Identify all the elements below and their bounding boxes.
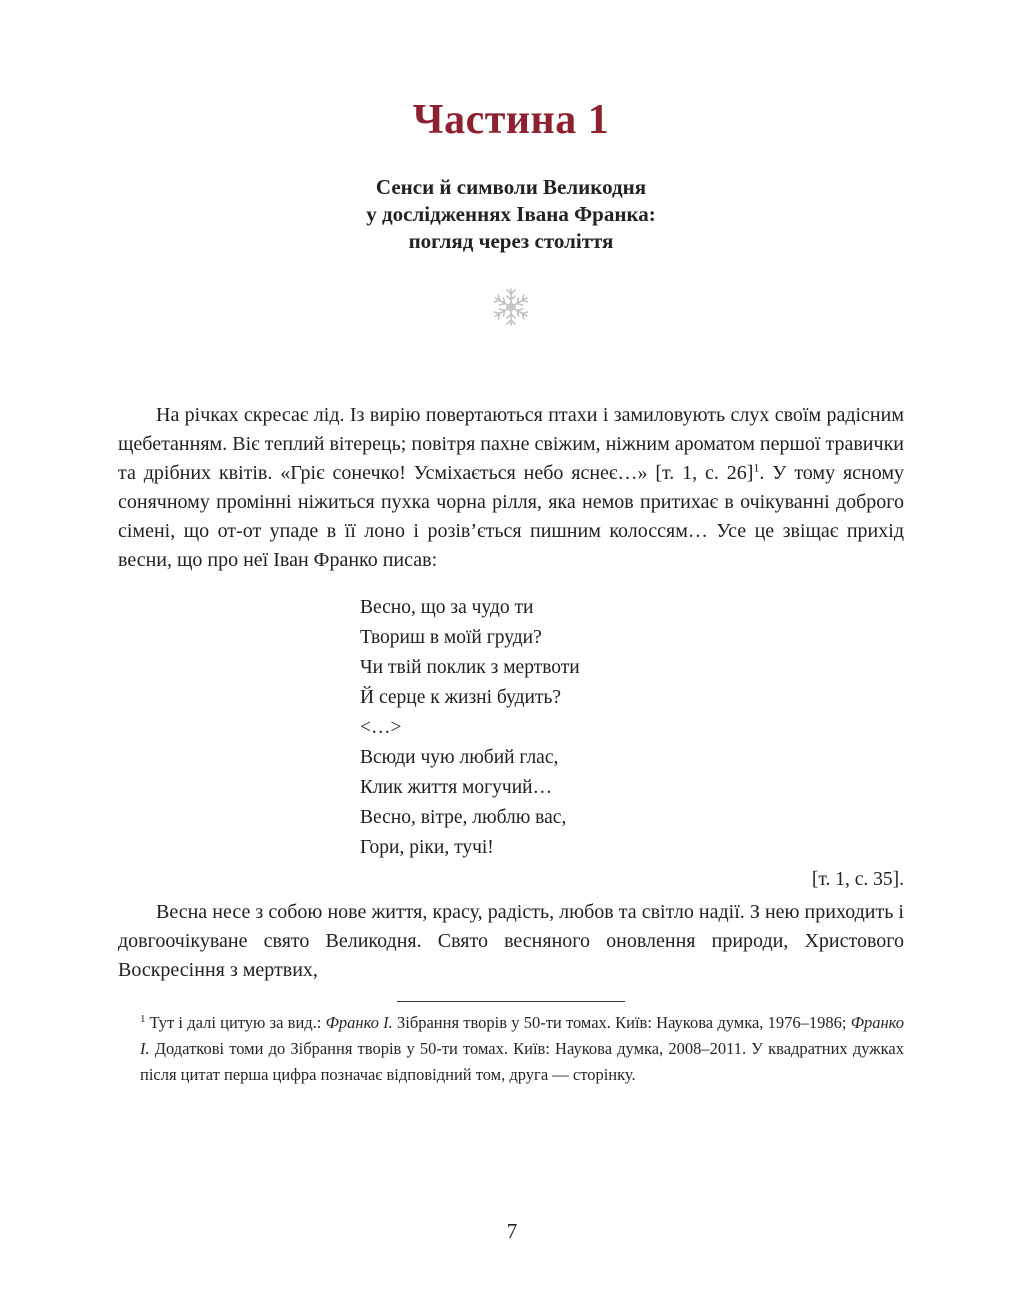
poem-line: Чи твій поклик з мертвоти — [360, 657, 580, 678]
poem-line: Й серце к жизні будить? — [360, 687, 562, 708]
paragraph-1-text: На річках скресає лід. Із вирію повертаються птахи і замиловують слух своїм радісним щебетанням. Віє теплий вітерець; повітря пахне свіжим, ніжним ароматом першої травички та дрібних квітів. «Гріє сонечко! Усміхається небо яснеє…» [т. 1, с. 26] — [118, 404, 904, 484]
footnote-text: Тут і далі цитую за вид.: — [149, 1013, 326, 1032]
subtitle-line: у дослідженнях Івана Франка: — [366, 202, 656, 226]
poem-line: Гори, ріки, тучі! — [360, 837, 494, 858]
paragraph-2: Весна несе з собою нове життя, красу, радість, любов та світло надії. З нею приходить і довгоочікуване свято Великодня. Свято весняного оновлення природи, Христового Воскресіння з мертвих, — [118, 901, 904, 981]
footnote-ref: 1 — [753, 460, 760, 475]
paragraph-1-text: . У тому ясному сонячному промінні ніжиться пухка чорна рілля, яка немов притихає в очікуванні доброго сімені, що от-от упаде в її лоно і розів’ється пишним колоссям… Усе це звіщає прихід весни, що про неї Іван Франко писав: — [118, 462, 904, 571]
footnote-marker: 1 — [140, 1012, 146, 1025]
subtitle-line: погляд через століття — [408, 229, 614, 253]
paragraph-1 — [118, 401, 904, 575]
footnote-text-italic: Франко І. — [325, 1013, 393, 1032]
poem-line: Клик життя могучий… — [360, 777, 553, 798]
subtitle-line: Сенси й символи Великодня — [375, 175, 647, 199]
poem-block — [360, 593, 904, 863]
footnote-text: Зібрання творів у 50-ти томах. Київ: Наукова думка, 1976–1986; — [392, 1013, 851, 1032]
poem-citation: [т. 1, с. 35]. — [811, 869, 904, 890]
poem-line: Весно, вітре, люблю вас, — [360, 807, 567, 828]
footnote — [140, 1010, 904, 1088]
snowflake-ornament-icon — [118, 281, 904, 333]
chapter-subtitle — [118, 174, 904, 255]
poem-line: Твориш в моїй груди? — [360, 627, 542, 648]
chapter-title: Частина 1 — [412, 97, 610, 143]
footnote-separator — [397, 1001, 625, 1002]
poem-line: <…> — [360, 717, 402, 738]
poem-line: Всюди чую любий глас, — [360, 747, 559, 768]
footnote-text-italic: Франко І. — [140, 1013, 905, 1058]
page-number: 7 — [506, 1219, 518, 1243]
poem-line: Весно, що за чудо ти — [360, 597, 534, 618]
footnote-text: Додаткові томи до Зібрання творів у 50-ти томах. Київ: Наукова думка, 2008–2011. У квадратних дужках після цитат перша цифра позначає відповідний том, друга — сторінку. — [140, 1039, 904, 1084]
